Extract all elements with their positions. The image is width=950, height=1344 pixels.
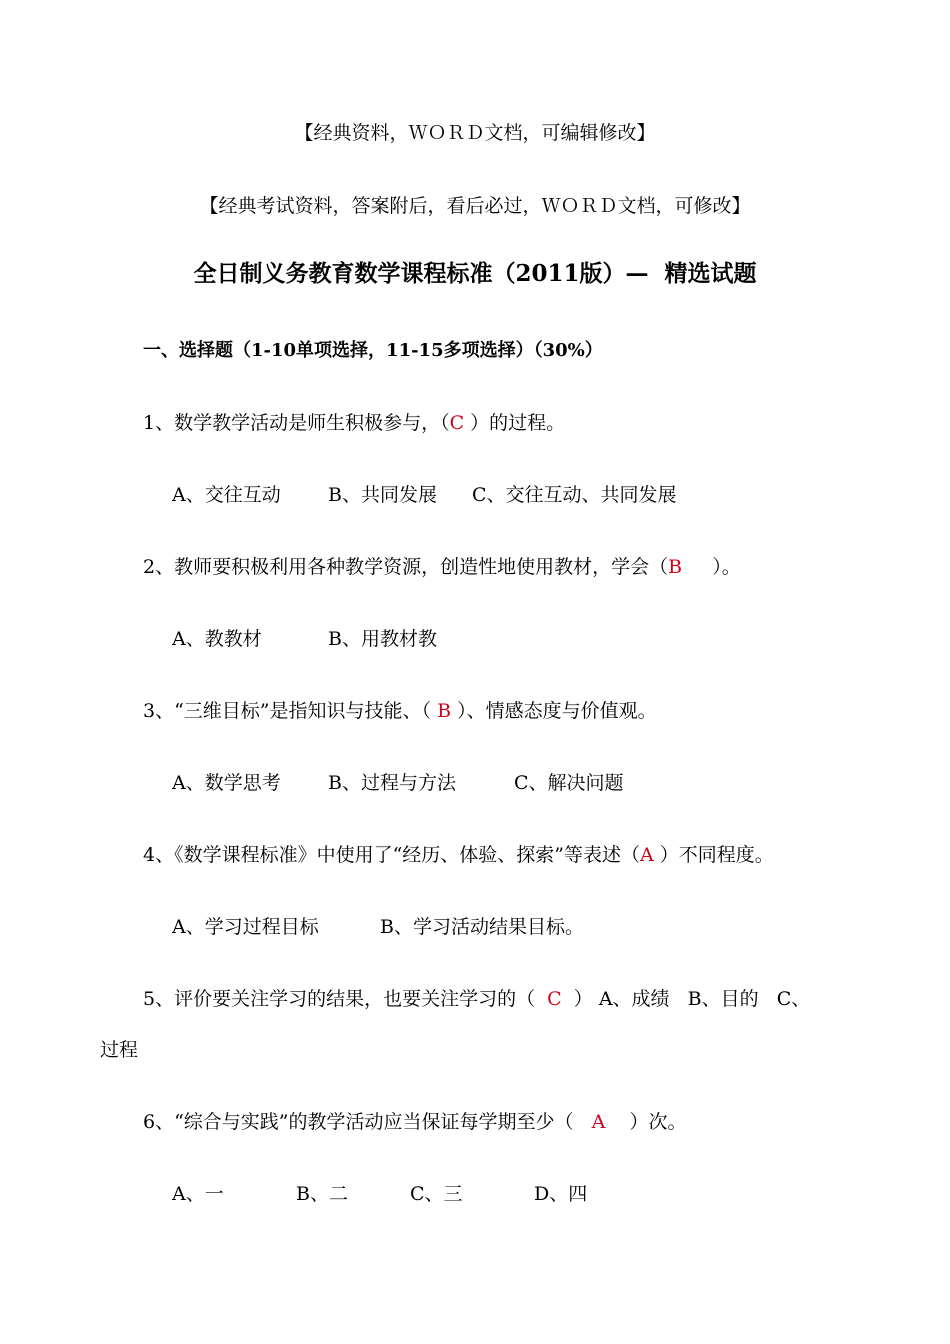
option-3c: C、解决问题	[514, 772, 624, 794]
option-4a: A、学习过程目标	[172, 916, 319, 938]
answer-mark: C	[547, 988, 562, 1010]
question-text-end: ）的过程。	[464, 412, 566, 434]
question-text-end: ）不同程度。	[653, 844, 774, 866]
answer-mark: A	[591, 1111, 606, 1133]
header-line-1: 【经典资料，ＷＯＲＤ文档，可编辑修改】	[294, 122, 656, 144]
question-text: 6、“综合与实践”的教学活动应当保证每学期至少（	[143, 1111, 592, 1133]
question-1	[143, 411, 565, 435]
option-1a: A、交往互动	[172, 484, 281, 506]
question-text-end: ）、情感态度与价值观。	[451, 700, 657, 722]
question-4	[143, 843, 774, 867]
question-text: 1、数学教学活动是师生积极参与，（	[143, 412, 450, 434]
answer-mark: B	[437, 700, 452, 722]
question-text-end: ） A、成绩 B、目的 C、	[561, 988, 811, 1010]
question-text-end: ）。	[682, 556, 741, 578]
question-5	[143, 987, 810, 1011]
option-2b: B、用教材教	[328, 628, 437, 650]
question-text: 4、《数学课程标准》中使用了“经历、体验、探索”等表述（	[143, 844, 641, 866]
option-3a: A、数学思考	[172, 772, 281, 794]
section-heading: 一、选择题（1-10单项选择，11-15多项选择）（30%）	[143, 340, 603, 361]
option-3b: B、过程与方法	[328, 772, 456, 794]
option-6a: A、一	[172, 1183, 224, 1205]
question-5-continuation: 过程	[100, 1039, 139, 1061]
option-1c: C、交往互动、共同发展	[472, 484, 677, 506]
question-3	[143, 699, 657, 723]
question-text: 2、教师要积极利用各种教学资源，创造性地使用教材，学会（	[143, 556, 669, 578]
option-4b: B、学习活动结果目标。	[380, 916, 584, 938]
option-6b: B、二	[296, 1183, 348, 1205]
header-line-2: 【经典考试资料，答案附后，看后必过，ＷＯＲＤ文档，可修改】	[199, 195, 751, 217]
answer-mark: A	[640, 844, 654, 866]
question-6	[143, 1110, 687, 1134]
page-title: 全日制义务教育数学课程标准（2011版）— 精选试题	[193, 260, 757, 287]
question-2	[143, 555, 741, 579]
question-text: 5、评价要关注学习的结果，也要关注学习的（	[143, 988, 548, 1010]
option-2a: A、教教材	[172, 628, 262, 650]
answer-mark: C	[449, 412, 465, 434]
option-6c: C、三	[410, 1183, 463, 1205]
answer-mark: B	[668, 556, 683, 578]
question-text: 3、“三维目标”是指知识与技能、（	[143, 700, 438, 722]
option-1b: B、共同发展	[328, 484, 437, 506]
question-text-end: ）次。	[605, 1111, 687, 1133]
option-6d: D、四	[534, 1183, 588, 1205]
